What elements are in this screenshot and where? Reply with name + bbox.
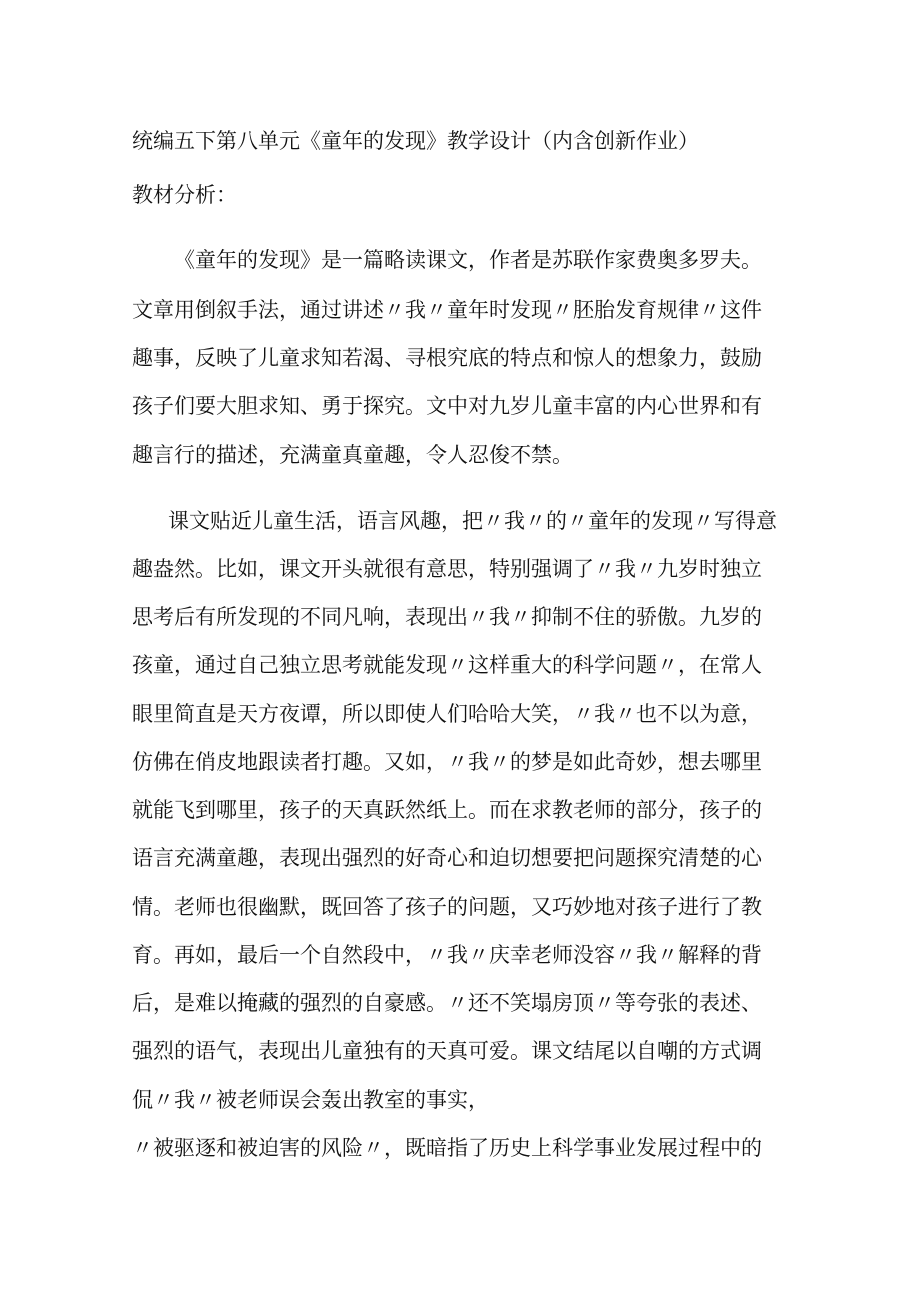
paragraph-line: 侃〃我〃被老师误会轰出教室的事实， xyxy=(132,1088,489,1112)
paragraph-line: 趣事，反映了儿童求知若渴、寻根究底的特点和惊人的想象力，鼓励 xyxy=(132,346,762,370)
paragraph-line: 情。老师也很幽默，既回答了孩子的问题，又巧妙地对孩子进行了教 xyxy=(132,895,762,919)
paragraph-line: 育。再如，最后一个自然段中，〃我〃庆幸老师没容〃我〃解释的背 xyxy=(132,943,762,967)
paragraph-line: 孩子们要大胆求知、勇于探究。文中对九岁儿童丰富的内心世界和有 xyxy=(132,394,762,418)
section-heading: 教材分析： xyxy=(132,183,237,207)
paragraph-line: 后，是难以掩藏的强烈的自豪感。〃还不笑塌房顶〃等夸张的表述、 xyxy=(132,991,762,1015)
paragraph-line: 趣盎然。比如，课文开头就很有意思，特别强调了〃我〃九岁时独立 xyxy=(132,557,762,581)
paragraph-line: 语言充满童趣，表现出强烈的好奇心和迫切想要把问题探究清楚的心 xyxy=(132,846,762,870)
paragraph-line: 课文贴近儿童生活，语言风趣，把〃我〃的〃童年的发现〃写得意 xyxy=(168,509,777,533)
paragraph-line: 趣言行的描述，充满童真童趣，令人忍俊不禁。 xyxy=(132,443,573,467)
paragraph-line: 孩童，通过自己独立思考就能发现〃这样重大的科学问题〃，在常人 xyxy=(132,653,762,677)
paragraph-line: 《童年的发现》是一篇略读课文，作者是苏联作家费奥多罗夫。 xyxy=(174,248,762,272)
document-title: 统编五下第八单元《童年的发现》教学设计（内含创新作业） xyxy=(132,129,699,153)
paragraph-line: 文章用倒叙手法，通过讲述〃我〃童年时发现〃胚胎发育规律〃这件 xyxy=(132,298,762,322)
paragraph-line: 就能飞到哪里，孩子的天真跃然纸上。而在求教老师的部分，孩子的 xyxy=(132,798,762,822)
paragraph-line: 眼里简直是天方夜谭，所以即使人们哈哈大笑，〃我〃也不以为意， xyxy=(132,702,762,726)
paragraph-line: 仿佛在俏皮地跟读者打趣。又如，〃我〃的梦是如此奇妙，想去哪里 xyxy=(132,750,762,774)
paragraph-line: 思考后有所发现的不同凡响，表现出〃我〃抑制不住的骄傲。九岁的 xyxy=(132,605,762,629)
paragraph-line: 〃被驱逐和被迫害的风险〃，既暗指了历史上科学事业发展过程中的 xyxy=(132,1136,762,1160)
paragraph-line: 强烈的语气，表现出儿童独有的天真可爱。课文结尾以自嘲的方式调 xyxy=(132,1039,762,1063)
